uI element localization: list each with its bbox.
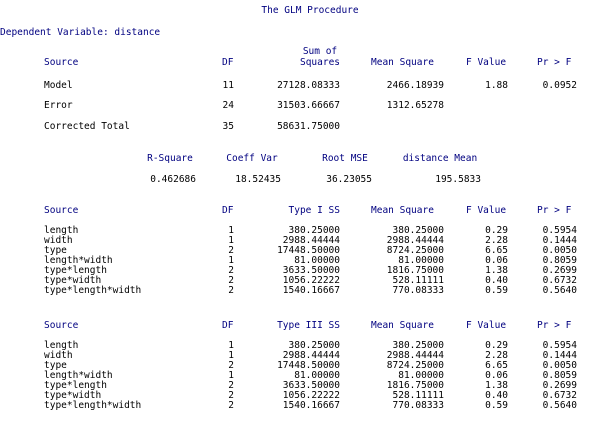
anova-ms: 1312.65278 bbox=[386, 100, 444, 111]
type3-p: 0.1444 bbox=[542, 350, 577, 361]
type3-ms: 8724.25000 bbox=[386, 360, 444, 371]
type1-df: 2 bbox=[228, 275, 234, 286]
fit-header-rsq: R-Square bbox=[147, 153, 193, 164]
anova-header-df: DF bbox=[222, 57, 234, 68]
type3-ms: 81.00000 bbox=[398, 370, 444, 381]
type1-f: 1.38 bbox=[485, 265, 508, 276]
type1-header-source: Source bbox=[44, 205, 79, 216]
type3-header-p: Pr > F bbox=[537, 320, 572, 331]
type3-df: 2 bbox=[228, 390, 234, 401]
type3-ss: 3633.50000 bbox=[282, 380, 340, 391]
type1-header-f: F Value bbox=[466, 205, 507, 216]
anova-ss: 58631.75000 bbox=[277, 121, 340, 132]
type3-ss: 380.25000 bbox=[288, 340, 340, 351]
dependent-variable-label: Dependent Variable: distance bbox=[0, 27, 161, 38]
type1-source: type bbox=[44, 245, 67, 256]
type3-header-f: F Value bbox=[466, 320, 507, 331]
type1-ms: 528.11111 bbox=[392, 275, 444, 286]
type1-p: 0.8059 bbox=[542, 255, 577, 266]
type3-df: 2 bbox=[228, 380, 234, 391]
type3-f: 0.06 bbox=[485, 370, 508, 381]
type1-f: 0.59 bbox=[485, 285, 508, 296]
type1-source: type*length bbox=[44, 265, 107, 276]
type1-source: width bbox=[44, 235, 73, 246]
type3-f: 6.65 bbox=[485, 360, 508, 371]
type3-p: 0.6732 bbox=[542, 390, 577, 401]
type3-source: type bbox=[44, 360, 67, 371]
fit-header-rmse: Root MSE bbox=[322, 153, 368, 164]
type1-ss: 2988.44444 bbox=[282, 235, 340, 246]
anova-df: 24 bbox=[222, 100, 234, 111]
anova-header-ss-line2: Squares bbox=[299, 57, 341, 68]
type3-header-ms: Mean Square bbox=[371, 320, 434, 331]
type3-df: 1 bbox=[228, 370, 234, 381]
type1-f: 6.65 bbox=[485, 245, 508, 256]
anova-p: 0.0952 bbox=[542, 80, 577, 91]
type3-ms: 380.25000 bbox=[392, 340, 444, 351]
type1-header-ss: Type I SS bbox=[288, 205, 340, 216]
type1-df: 2 bbox=[228, 285, 234, 296]
type3-p: 0.5640 bbox=[542, 400, 577, 411]
type1-source: type*length*width bbox=[44, 285, 142, 296]
type3-header-ss: Type III SS bbox=[277, 320, 340, 331]
fit-header-mean: distance Mean bbox=[402, 153, 478, 164]
type3-df: 1 bbox=[228, 350, 234, 361]
type3-ms: 770.08333 bbox=[392, 400, 444, 411]
type3-ss: 1540.16667 bbox=[282, 400, 340, 411]
type1-header-p: Pr > F bbox=[537, 205, 572, 216]
fit-value-rsq: 0.462686 bbox=[150, 174, 196, 185]
type1-ms: 8724.25000 bbox=[386, 245, 444, 256]
type3-p: 0.8059 bbox=[542, 370, 577, 381]
type1-df: 1 bbox=[228, 255, 234, 266]
type1-source: type*width bbox=[44, 275, 102, 286]
type1-f: 0.06 bbox=[485, 255, 508, 266]
type1-p: 0.5954 bbox=[542, 225, 577, 236]
type1-p: 0.0050 bbox=[542, 245, 577, 256]
anova-source: Error bbox=[44, 100, 73, 111]
type3-ms: 2988.44444 bbox=[386, 350, 444, 361]
type1-ms: 380.25000 bbox=[392, 225, 444, 236]
anova-ss: 31503.66667 bbox=[277, 100, 340, 111]
type1-ss: 380.25000 bbox=[288, 225, 340, 236]
type3-header-source: Source bbox=[44, 320, 79, 331]
type3-p: 0.5954 bbox=[542, 340, 577, 351]
type3-header-df: DF bbox=[222, 320, 234, 331]
fit-value-mean: 195.5833 bbox=[435, 174, 481, 185]
anova-source: Model bbox=[44, 80, 73, 91]
type1-p: 0.5640 bbox=[542, 285, 577, 296]
type1-ss: 81.00000 bbox=[294, 255, 340, 266]
anova-header-f: F Value bbox=[466, 57, 507, 68]
anova-df: 11 bbox=[222, 80, 234, 91]
type3-ms: 1816.75000 bbox=[386, 380, 444, 391]
anova-header-source: Source bbox=[44, 57, 79, 68]
type1-ms: 2988.44444 bbox=[386, 235, 444, 246]
type3-f: 0.59 bbox=[485, 400, 508, 411]
type1-ms: 770.08333 bbox=[392, 285, 444, 296]
anova-header-ms: Mean Square bbox=[371, 57, 434, 68]
type1-p: 0.2699 bbox=[542, 265, 577, 276]
type1-f: 2.28 bbox=[485, 235, 508, 246]
type3-source: length bbox=[44, 340, 79, 351]
type1-f: 0.29 bbox=[485, 225, 508, 236]
type1-df: 1 bbox=[228, 225, 234, 236]
type1-df: 1 bbox=[228, 235, 234, 246]
type1-header-ms: Mean Square bbox=[371, 205, 434, 216]
type3-f: 0.40 bbox=[485, 390, 508, 401]
type3-f: 1.38 bbox=[485, 380, 508, 391]
type3-ms: 528.11111 bbox=[392, 390, 444, 401]
type1-df: 2 bbox=[228, 265, 234, 276]
type3-source: type*width bbox=[44, 390, 102, 401]
fit-header-cv: Coeff Var bbox=[226, 153, 278, 164]
type1-source: length*width bbox=[44, 255, 113, 266]
anova-f: 1.88 bbox=[485, 80, 508, 91]
anova-ms: 2466.18939 bbox=[386, 80, 444, 91]
fit-value-rmse: 36.23055 bbox=[326, 174, 372, 185]
anova-source: Corrected Total bbox=[44, 121, 130, 132]
type1-ss: 17448.50000 bbox=[277, 245, 340, 256]
type3-df: 2 bbox=[228, 360, 234, 371]
type1-source: length bbox=[44, 225, 79, 236]
type1-ms: 81.00000 bbox=[398, 255, 444, 266]
type3-source: length*width bbox=[44, 370, 113, 381]
type1-df: 2 bbox=[228, 245, 234, 256]
anova-header-p: Pr > F bbox=[537, 57, 572, 68]
type3-ss: 1056.22222 bbox=[282, 390, 340, 401]
procedure-title: The GLM Procedure bbox=[261, 5, 359, 16]
type3-p: 0.2699 bbox=[542, 380, 577, 391]
type1-p: 0.6732 bbox=[542, 275, 577, 286]
anova-ss: 27128.08333 bbox=[277, 80, 340, 91]
type3-f: 0.29 bbox=[485, 340, 508, 351]
type1-p: 0.1444 bbox=[542, 235, 577, 246]
type3-df: 1 bbox=[228, 340, 234, 351]
type3-f: 2.28 bbox=[485, 350, 508, 361]
type3-source: type*length*width bbox=[44, 400, 142, 411]
type3-df: 2 bbox=[228, 400, 234, 411]
type3-ss: 17448.50000 bbox=[277, 360, 340, 371]
type3-p: 0.0050 bbox=[542, 360, 577, 371]
type3-source: width bbox=[44, 350, 73, 361]
anova-header-ss-line1: Sum of bbox=[302, 46, 338, 57]
type1-ss: 3633.50000 bbox=[282, 265, 340, 276]
type1-f: 0.40 bbox=[485, 275, 508, 286]
fit-value-cv: 18.52435 bbox=[235, 174, 281, 185]
type3-source: type*length bbox=[44, 380, 107, 391]
type1-ss: 1540.16667 bbox=[282, 285, 340, 296]
type1-ss: 1056.22222 bbox=[282, 275, 340, 286]
type3-ss: 2988.44444 bbox=[282, 350, 340, 361]
type1-ms: 1816.75000 bbox=[386, 265, 444, 276]
type3-ss: 81.00000 bbox=[294, 370, 340, 381]
anova-df: 35 bbox=[222, 121, 234, 132]
type1-header-df: DF bbox=[222, 205, 234, 216]
